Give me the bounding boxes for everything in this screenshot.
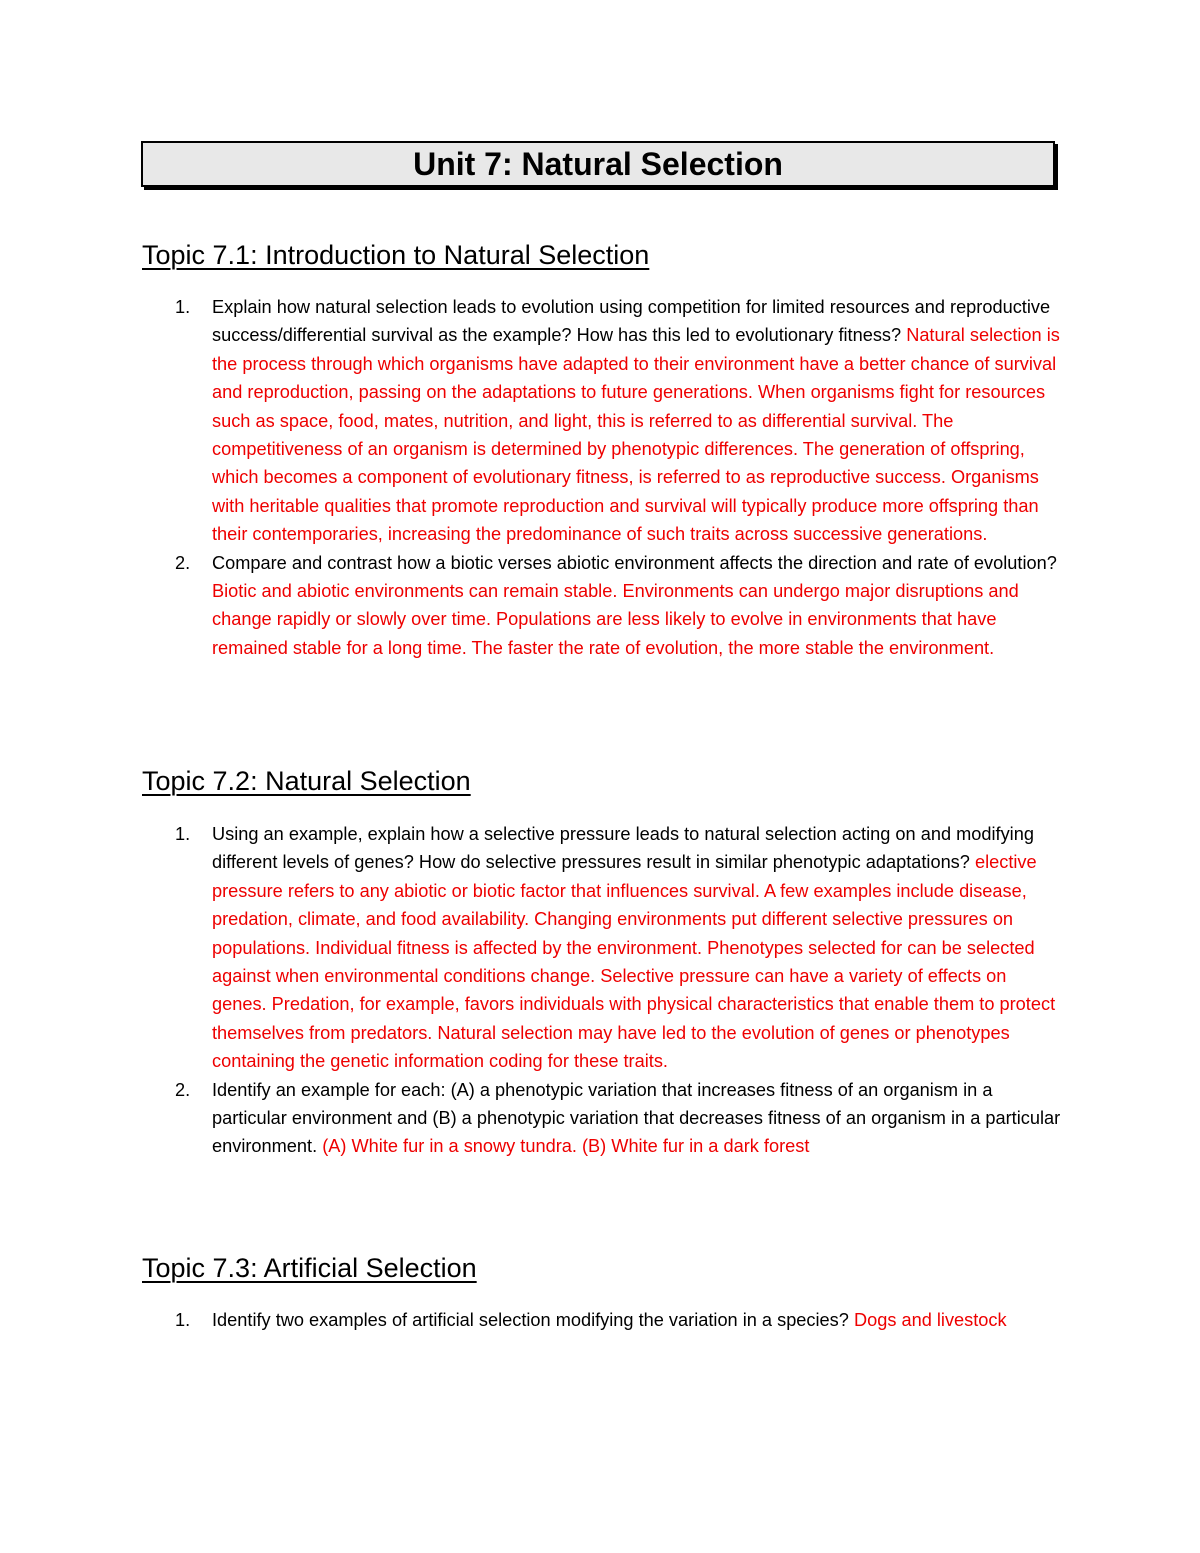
question-item <box>142 1076 1062 1161</box>
unit-title: Unit 7: Natural Selection <box>413 145 783 182</box>
topic-heading-7-1: Topic 7.1: Introduction to Natural Selection <box>142 240 650 270</box>
question-item <box>142 549 1062 663</box>
answer-text: Biotic and abiotic environments can remain stable. Environments can undergo major disruptions and change rapidly or slowly over time. Populations are less likely to evolve in environments that have remained stable for a long time. The faster the rate of evolution, the more stable the environment. <box>212 581 1019 658</box>
topic-heading-7-3: Topic 7.3: Artificial Selection <box>142 1253 477 1283</box>
question-text: Compare and contrast how a biotic verses abiotic environment affects the direction and rate of evolution? <box>212 552 1057 573</box>
question-number: 2. <box>175 552 191 573</box>
question-item <box>142 820 1062 1076</box>
topic-7-3-question-list <box>142 1306 1062 1334</box>
question-item <box>142 1306 1062 1334</box>
topic-7-1-question-list <box>142 293 1062 662</box>
topic-7-2-question-list <box>142 820 1062 1161</box>
unit-title-box <box>141 141 1055 187</box>
question-text: Identify two examples of artificial selection modifying the variation in a species? <box>212 1310 849 1330</box>
question-number: 1. <box>175 1310 191 1330</box>
answer-text: (A) White fur in a snowy tundra. (B) White fur in a dark forest <box>322 1136 810 1157</box>
question-text: Identify an example for each: (A) a phenotypic variation that increases fitness of an organism in a particular environment and (B) a phenotypic variation that decreases fitness of an organism in a particular environment. <box>212 1079 1061 1157</box>
question-number: 1. <box>175 297 191 317</box>
question-number: 1. <box>175 824 191 844</box>
question-number: 2. <box>175 1079 191 1100</box>
answer-text: elective pressure refers to any abiotic or biotic factor that influences survival. A few examples include disease, predation, climate, and food availability. Changing environments put different selective pressures on populations. Individual fitness is affected by the environment. Phenotypes selected for can be selected against when environmental conditions change. Selective pressure can have a variety of effects on genes. Predation, for example, favors individuals with physical characteristics that enable them to protect themselves from predators. Natural selection may have led to the evolution of genes or phenotypes containing the genetic information coding for these traits. <box>212 852 1056 1072</box>
question-text: Using an example, explain how a selective pressure leads to natural selection acting on and modifying different levels of genes? How do selective pressures result in similar phenotypic adaptations? <box>212 824 1034 873</box>
question-text: Explain how natural selection leads to evolution using competition for limited resources and reproductive success/differential survival as the example? How has this led to evolutionary fitness? <box>212 297 1051 346</box>
answer-text: Natural selection is the process through which organisms have adapted to their environment have a better chance of survival and reproduction, passing on the adaptations to future generations. When organisms fight for resources such as space, food, mates, nutrition, and light, this is referred to as differential survival. The competitiveness of an organism is determined by phenotypic differences. The generation of offspring, which becomes a component of evolutionary fitness, is referred to as reproductive success. Organisms with heritable qualities that promote reproduction and survival will typically produce more offspring than their contemporaries, increasing the predominance of such traits across successive generations. <box>212 325 1060 545</box>
answer-text: Dogs and livestock <box>853 1310 1007 1330</box>
topic-heading-7-2: Topic 7.2: Natural Selection <box>142 766 471 796</box>
question-item <box>142 293 1062 549</box>
